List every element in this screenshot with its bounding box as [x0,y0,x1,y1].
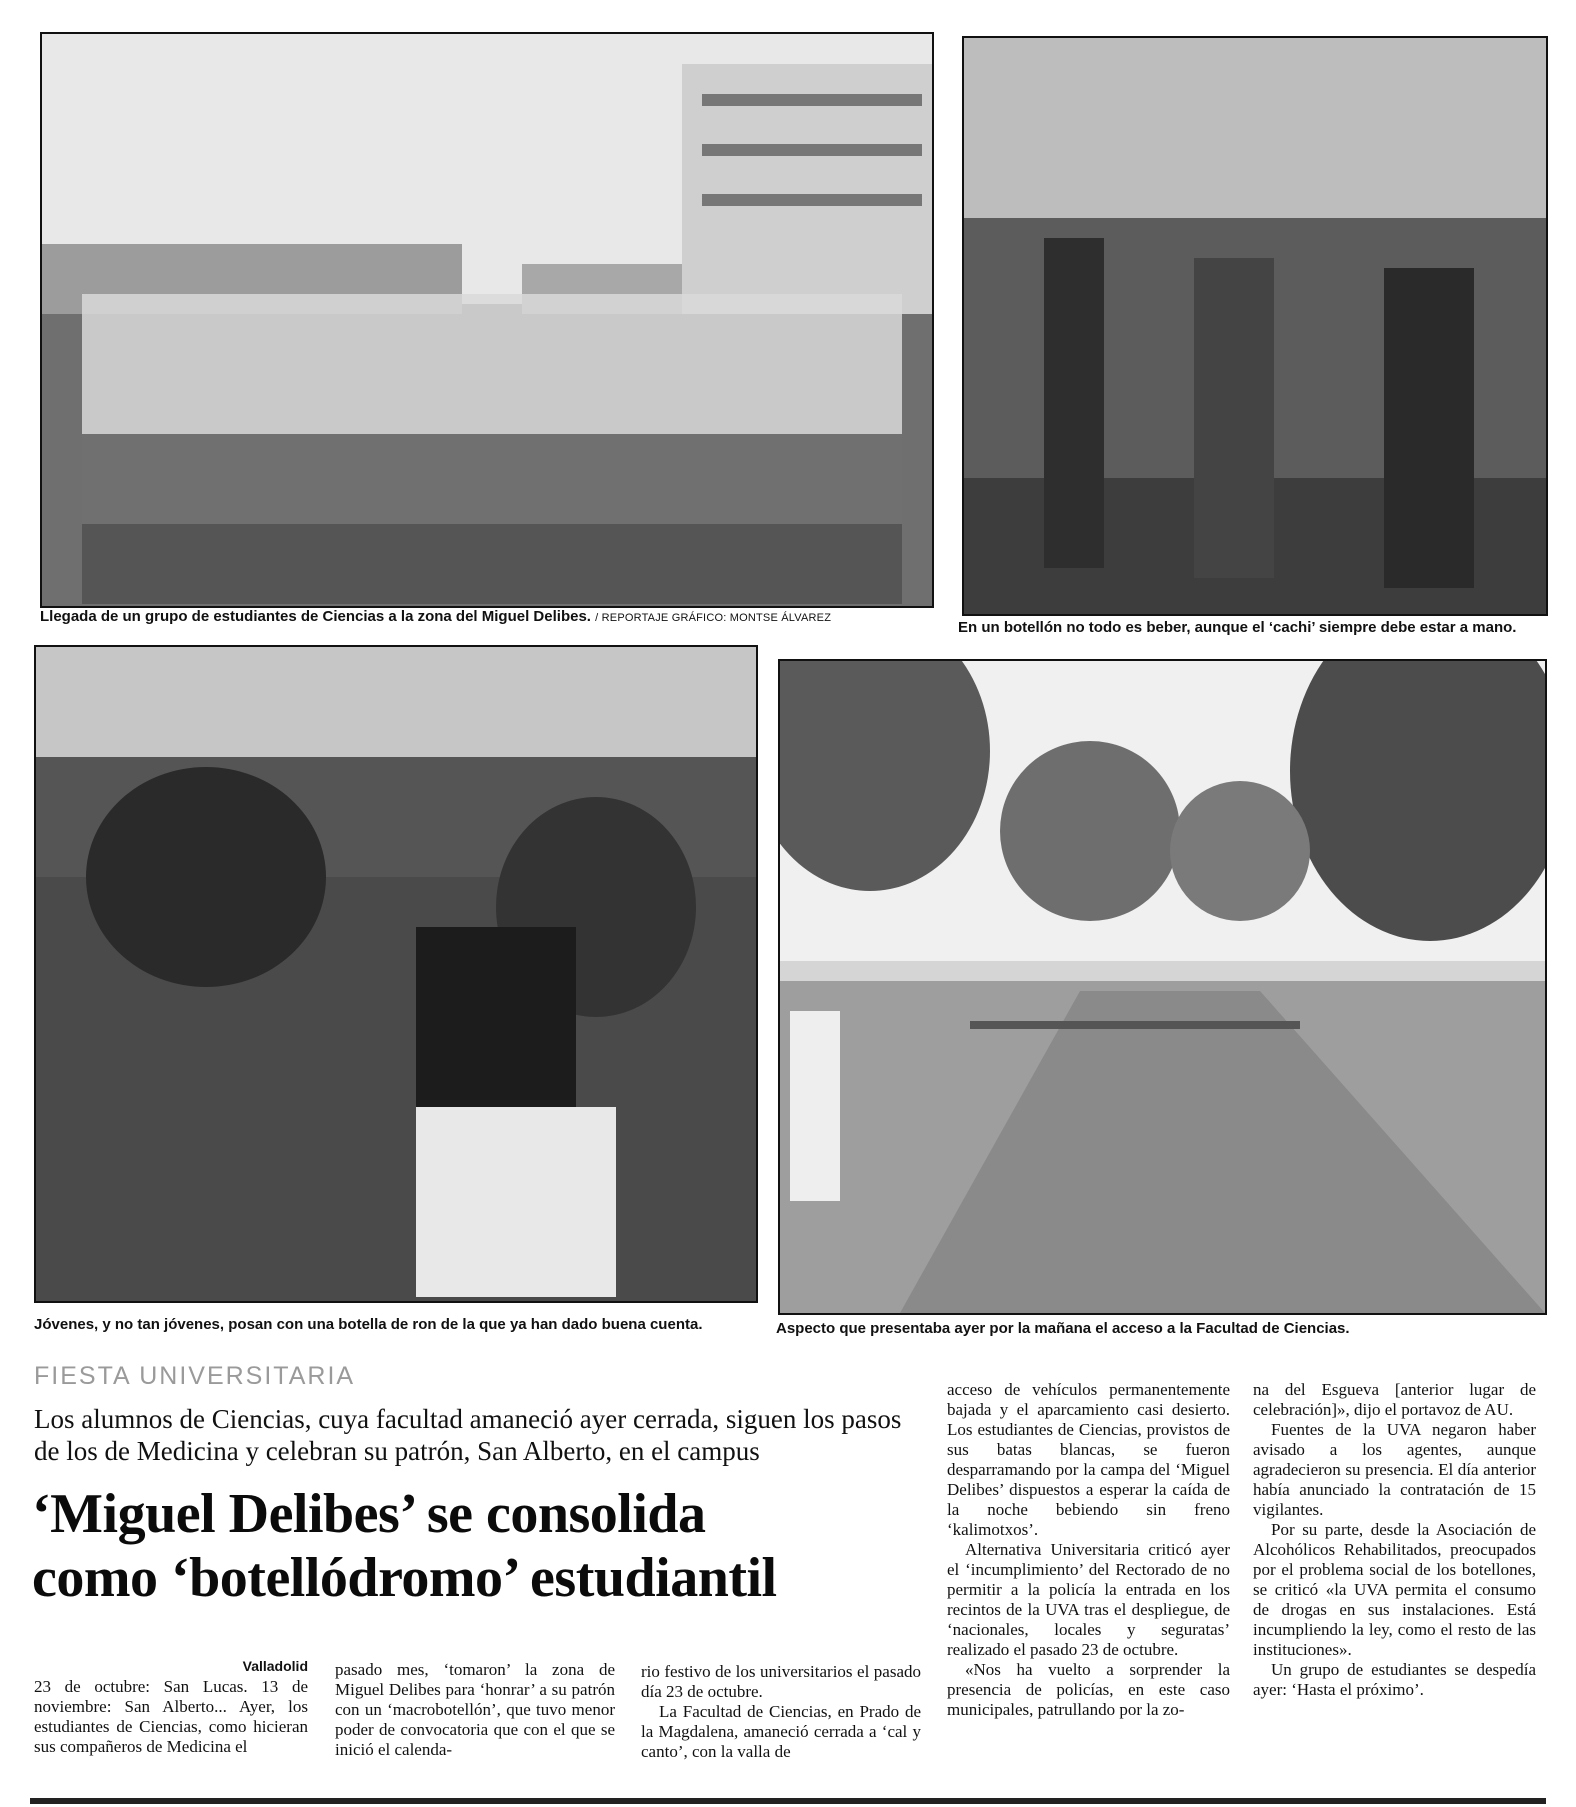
paragraph: na del Esgueva [anterior lugar de celebración]», dijo el portavoz de AU. [1253,1380,1536,1419]
article-deck: Los alumnos de Ciencias, cuya facultad amaneció ayer cerrada, siguen los pasos de los de Medicina y celebran su patrón, San Alberto, en el campus [34,1404,902,1466]
paragraph: acceso de vehículos permanentemente bajada y el aparcamiento casi desierto. Los estudiantes de Ciencias, provistos de sus batas blancas, se fueron desparramando por la campa del ‘Miguel Delibes’ dispuestos a esperar la caída de la noche bebiendo sin freno ‘kalimotxos’. [947,1380,1230,1539]
paragraph: 23 de octubre: San Lucas. 13 de noviembre: San Alberto... Ayer, los estudiantes de Ciencias, como hicieran sus compañeros de Medicina el [34,1677,308,1756]
bottom-rule [30,1798,1546,1804]
photo-caption: Llegada de un grupo de estudiantes de Ciencias a la zona del Miguel Delibes. / REPORTAJE GRÁFICO: MONTSE ÁLVAREZ [40,608,832,625]
article-column [947,1380,1230,1720]
photo-caption: En un botellón no todo es beber, aunque el ‘cachi’ siempre debe estar a mano. [958,619,1517,636]
article-column [641,1662,921,1762]
paragraph: Un grupo de estudiantes se despedía ayer: ‘Hasta el próximo’. [1253,1660,1536,1699]
photo-credit: / REPORTAJE GRÁFICO: MONTSE ÁLVAREZ [595,612,832,624]
paragraph: Fuentes de la UVA negaron haber avisado a los agentes, aunque agradecieron su presencia. El día anterior había anunciado la contratación de 15 vigilantes. [1253,1420,1536,1519]
photo-young-rum [34,645,758,1303]
section-tag: FIESTA UNIVERSITARIA [34,1362,356,1390]
paragraph: Por su parte, desde la Asociación de Alcohólicos Rehabilitados, preocupados por el problema social de los botellones, se criticó «la UVA permita el consumo de drogas en sus instalaciones. Está incumpliendo la ley, como el resto de las instituciones». [1253,1520,1536,1659]
article-column [34,1656,308,1757]
paragraph: rio festivo de los universitarios el pasado día 23 de octubre. [641,1662,921,1701]
photo-faculty-access [778,659,1547,1315]
dateline: Valladolid [242,1658,308,1674]
photo-caption: Jóvenes, y no tan jóvenes, posan con una botella de ron de la que ya han dado buena cuenta. [34,1316,703,1333]
headline-line: como ‘botellódromo’ estudiantil [32,1547,777,1609]
photo-students-march [40,32,934,608]
photo-botellon-crowd [962,36,1548,616]
headline-line: ‘Miguel Delibes’ se consolida [32,1483,706,1545]
photo-caption: Aspecto que presentaba ayer por la mañana el acceso a la Facultad de Ciencias. [776,1320,1350,1337]
paragraph: Alternativa Universitaria criticó ayer el ‘incumplimiento’ del Rectorado de no permitir a la policía la entrada en los recintos de la UVA tras el despliegue, de ‘nacionales, locales y seguratas’ realizado el pasado 23 de octubre. [947,1540,1230,1659]
article-headline [32,1482,932,1610]
paragraph: «Nos ha vuelto a sorprender la presencia de policías, en este caso municipales, patrullando por la zo- [947,1660,1230,1719]
article-column [1253,1380,1536,1700]
paragraph: La Facultad de Ciencias, en Prado de la Magdalena, amaneció cerrada a ‘cal y canto’, con la valla de [641,1702,921,1761]
article-column [335,1660,615,1760]
paragraph: pasado mes, ‘tomaron’ la zona de Miguel Delibes para ‘honrar’ a su patrón con un ‘macrobotellón’, que tuvo menor poder de convocatoria que con el que se inició el calenda- [335,1660,615,1759]
